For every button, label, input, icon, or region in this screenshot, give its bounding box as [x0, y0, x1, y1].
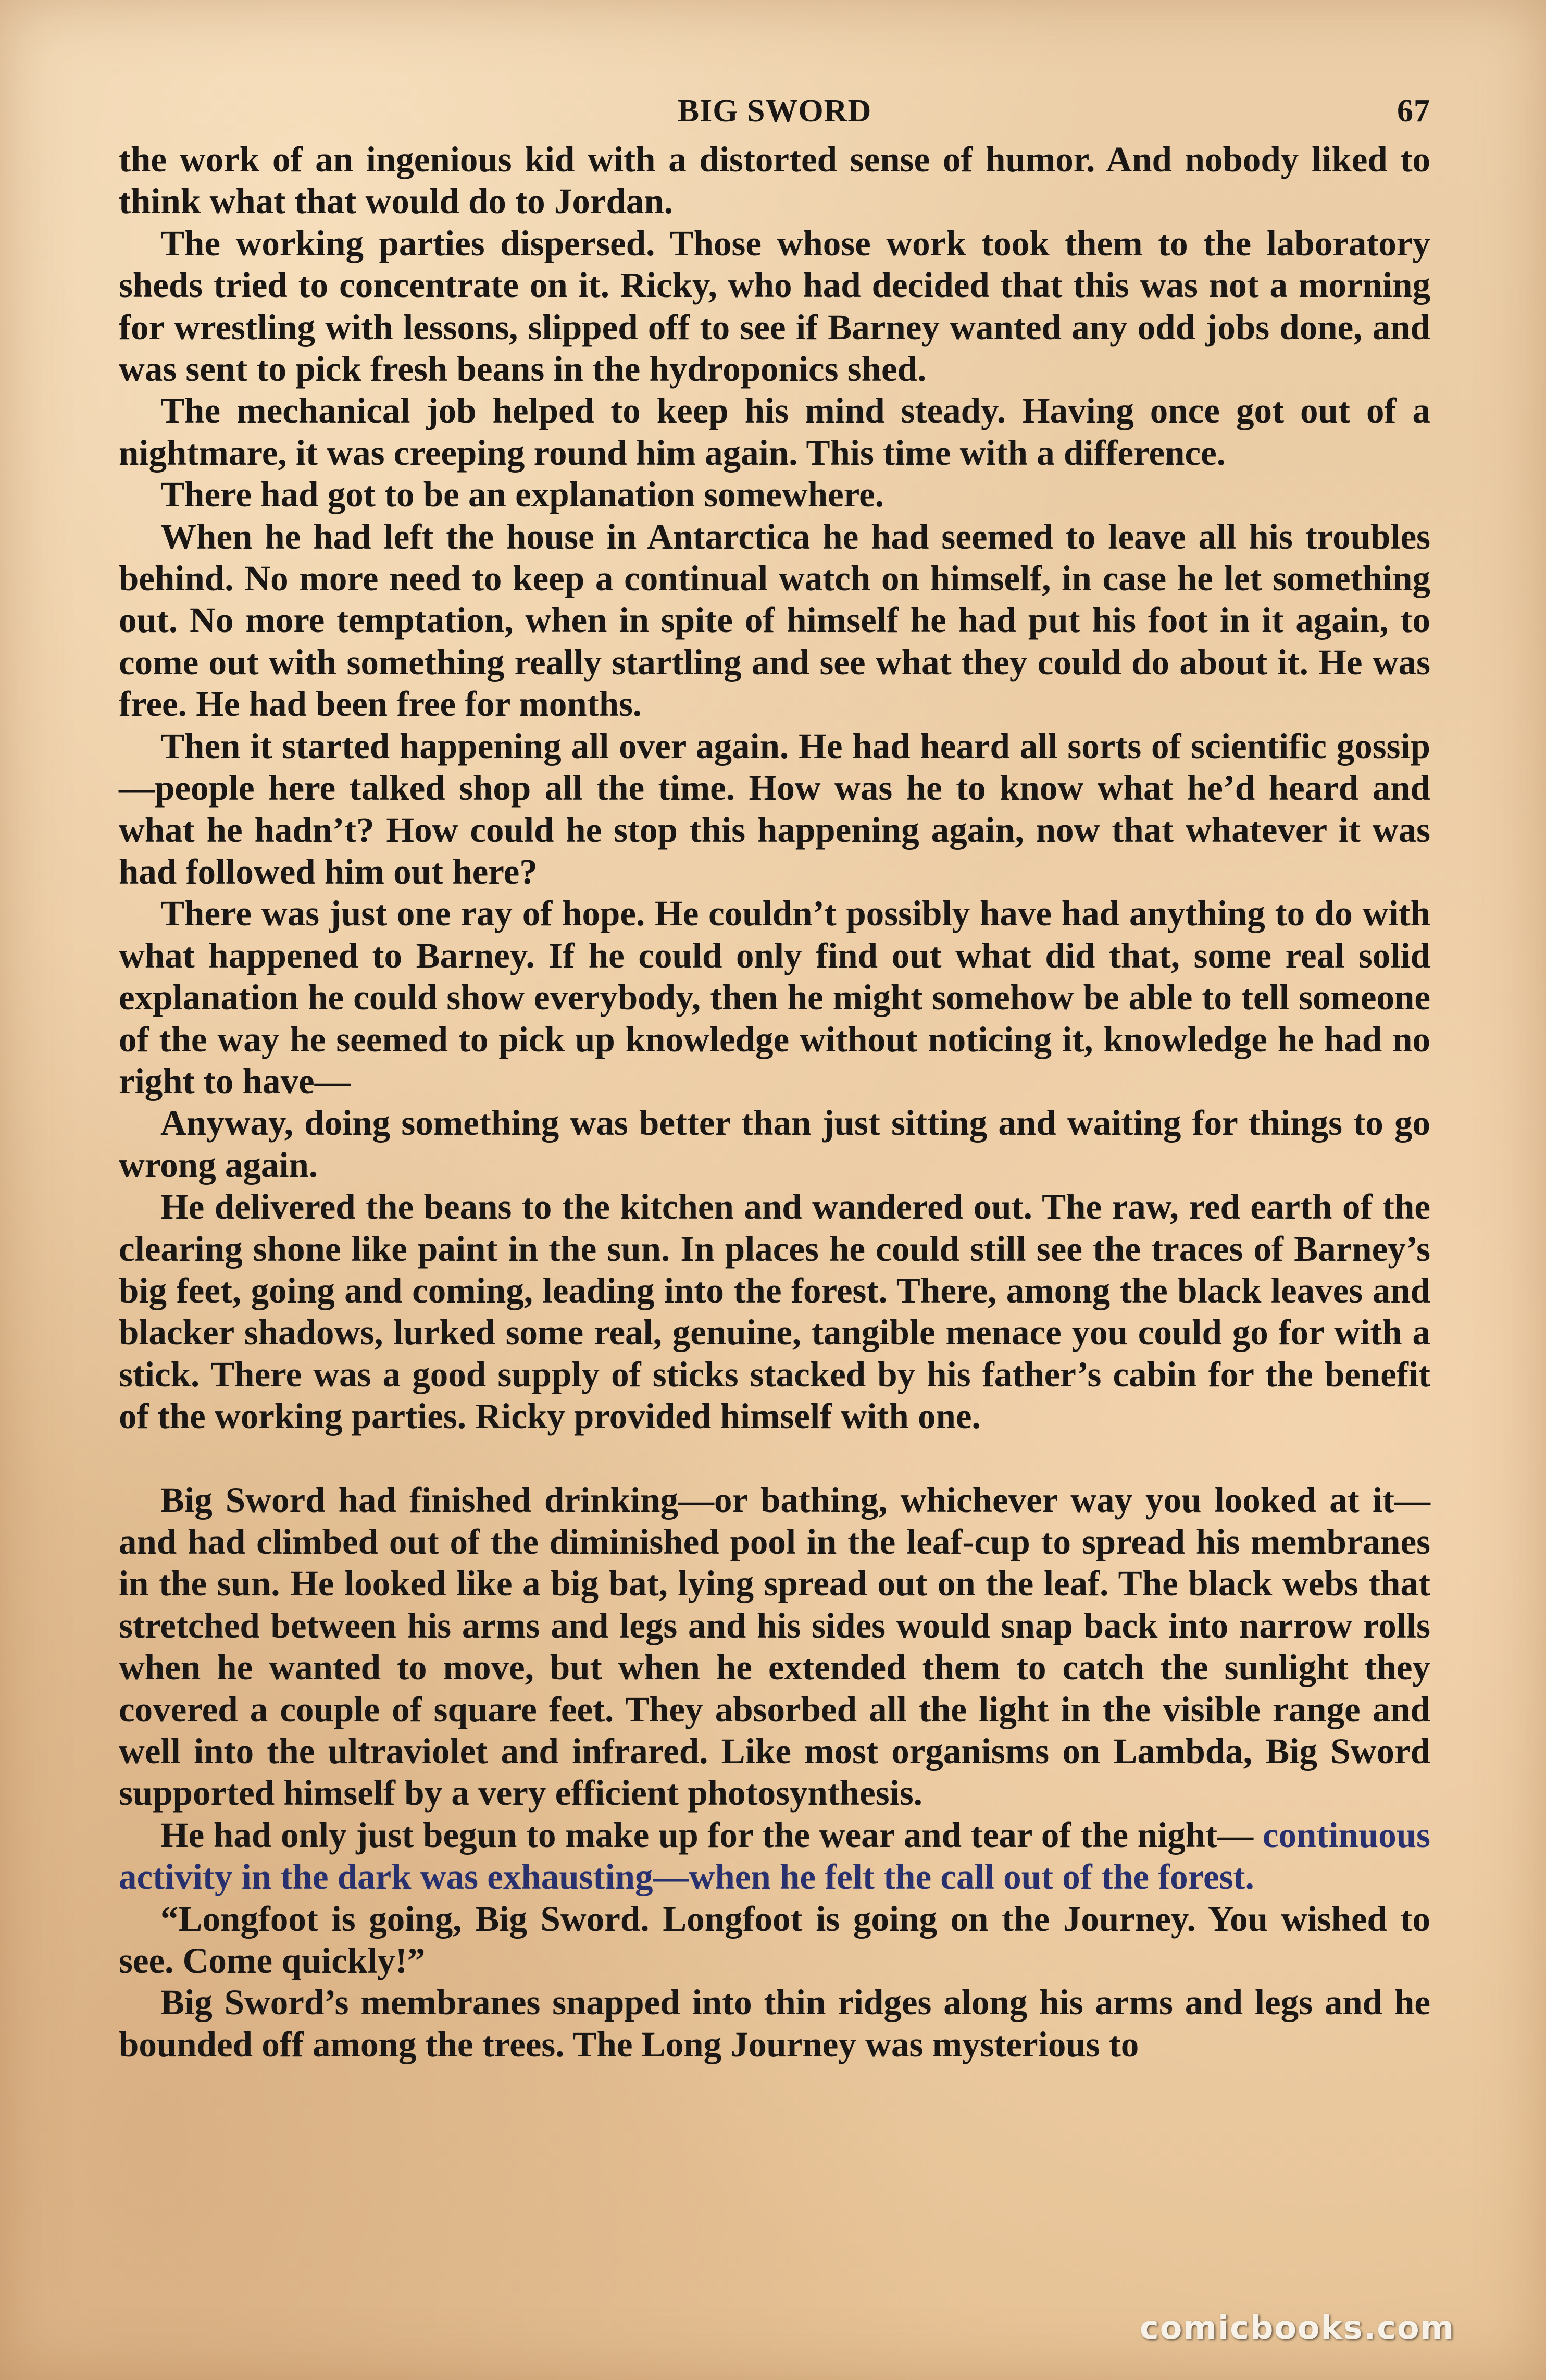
paragraph-9: He delivered the beans to the kitchen and wandered out. The raw, red earth of the clearing shone like paint in the sun. In places he could still see the traces of Barney’s big feet, going and coming, leading into the forest. There, among the black leaves and blacker shadows, lurked some real, genuine, tangible menace you could go for with a stick. There was a good supply of sticks stacked by his father’s cabin for the benefit of the working parties. Ricky provided himself with one.	[119, 1187, 1430, 1436]
paragraph-4: There had got to be an explanation somewhere.	[160, 475, 884, 515]
paragraph-10: Big Sword had finished drinking—or bathing, whichever way you looked at it—and had climbed out of the diminished pool in the leaf-cup to spread his membranes in the sun. He looked like a big bat, lying spread out on the leaf. The black webs that stretched between his arms and legs and his sides would snap back into narrow rolls when he wanted to move, but when he extended them to catch the sunlight they covered a couple of square feet. They absorbed all the light in the visible range and well into the ultraviolet and infrared. Like most organisms on Lambda, Big Sword supported himself by a very efficient photosynthesis.	[119, 1480, 1430, 1813]
paragraph-13: Big Sword’s membranes snapped into thin ridges along his arms and legs and he bounded off among the trees. The Long Journey was mysterious to	[119, 1982, 1430, 2064]
paragraph-5: When he had left the house in Antarctica he had seemed to leave all his troubles behind. No more need to keep a continual watch on himself, in case he let something out. No more temptation, when in spite of himself he had put his foot in it again, to come out with something really startling and see what they could do about it. He was free. He had been free for months.	[119, 516, 1430, 724]
paragraph-11-start: He had only just begun to make up for the wear and tear of the night—	[160, 1815, 1254, 1855]
page-number: 67	[1397, 93, 1430, 129]
paragraph-3: The mechanical job helped to keep his mind steady. Having once got out of a nightmare, it was creeping round him again. This time with a difference.	[119, 391, 1430, 473]
paragraph-1: the work of an ingenious kid with a distorted sense of humor. And nobody liked to think what that would do to Jordan.	[119, 140, 1430, 221]
paragraph-7: There was just one ray of hope. He couldn’t possibly have had anything to do with what happened to Barney. If he could only find out what did that, some real solid explanation he could show everybody, then he might somehow be able to tell someone of the way he seemed to pick up knowledge without noticing it, knowledge he had no right to have—	[119, 894, 1430, 1101]
paragraph-8: Anyway, doing something was better than just sitting and waiting for things to go wrong again.	[119, 1103, 1430, 1185]
watermark-logo: comicbooks.com	[1140, 2309, 1455, 2347]
paragraph-6: Then it started happening all over again. He had heard all sorts of scientific gossip—people here talked shop all the time. How was he to know what he’d heard and what he hadn’t? How could he stop this happening again, now that whatever it was had followed him out here?	[119, 726, 1430, 891]
body-text	[119, 139, 1430, 2065]
book-page	[119, 89, 1430, 2065]
paragraph-12: “Longfoot is going, Big Sword. Longfoot is going on the Journey. You wished to see. Come quickly!”	[119, 1899, 1430, 1981]
paragraph-11-continued: continuous activity in the dark was exhausting—when he felt the call out of the forest.	[119, 1815, 1430, 1897]
running-head	[119, 89, 1430, 139]
chapter-title: BIG SWORD	[677, 93, 872, 129]
paragraph-2: The working parties dispersed. Those whose work took them to the laboratory sheds tried to concentrate on it. Ricky, who had decided that this was not a morning for wrestling with lessons, slipped off to see if Barney wanted any odd jobs done, and was sent to pick fresh beans in the hydroponics shed.	[119, 223, 1430, 389]
paragraph-11	[119, 1814, 1430, 1898]
